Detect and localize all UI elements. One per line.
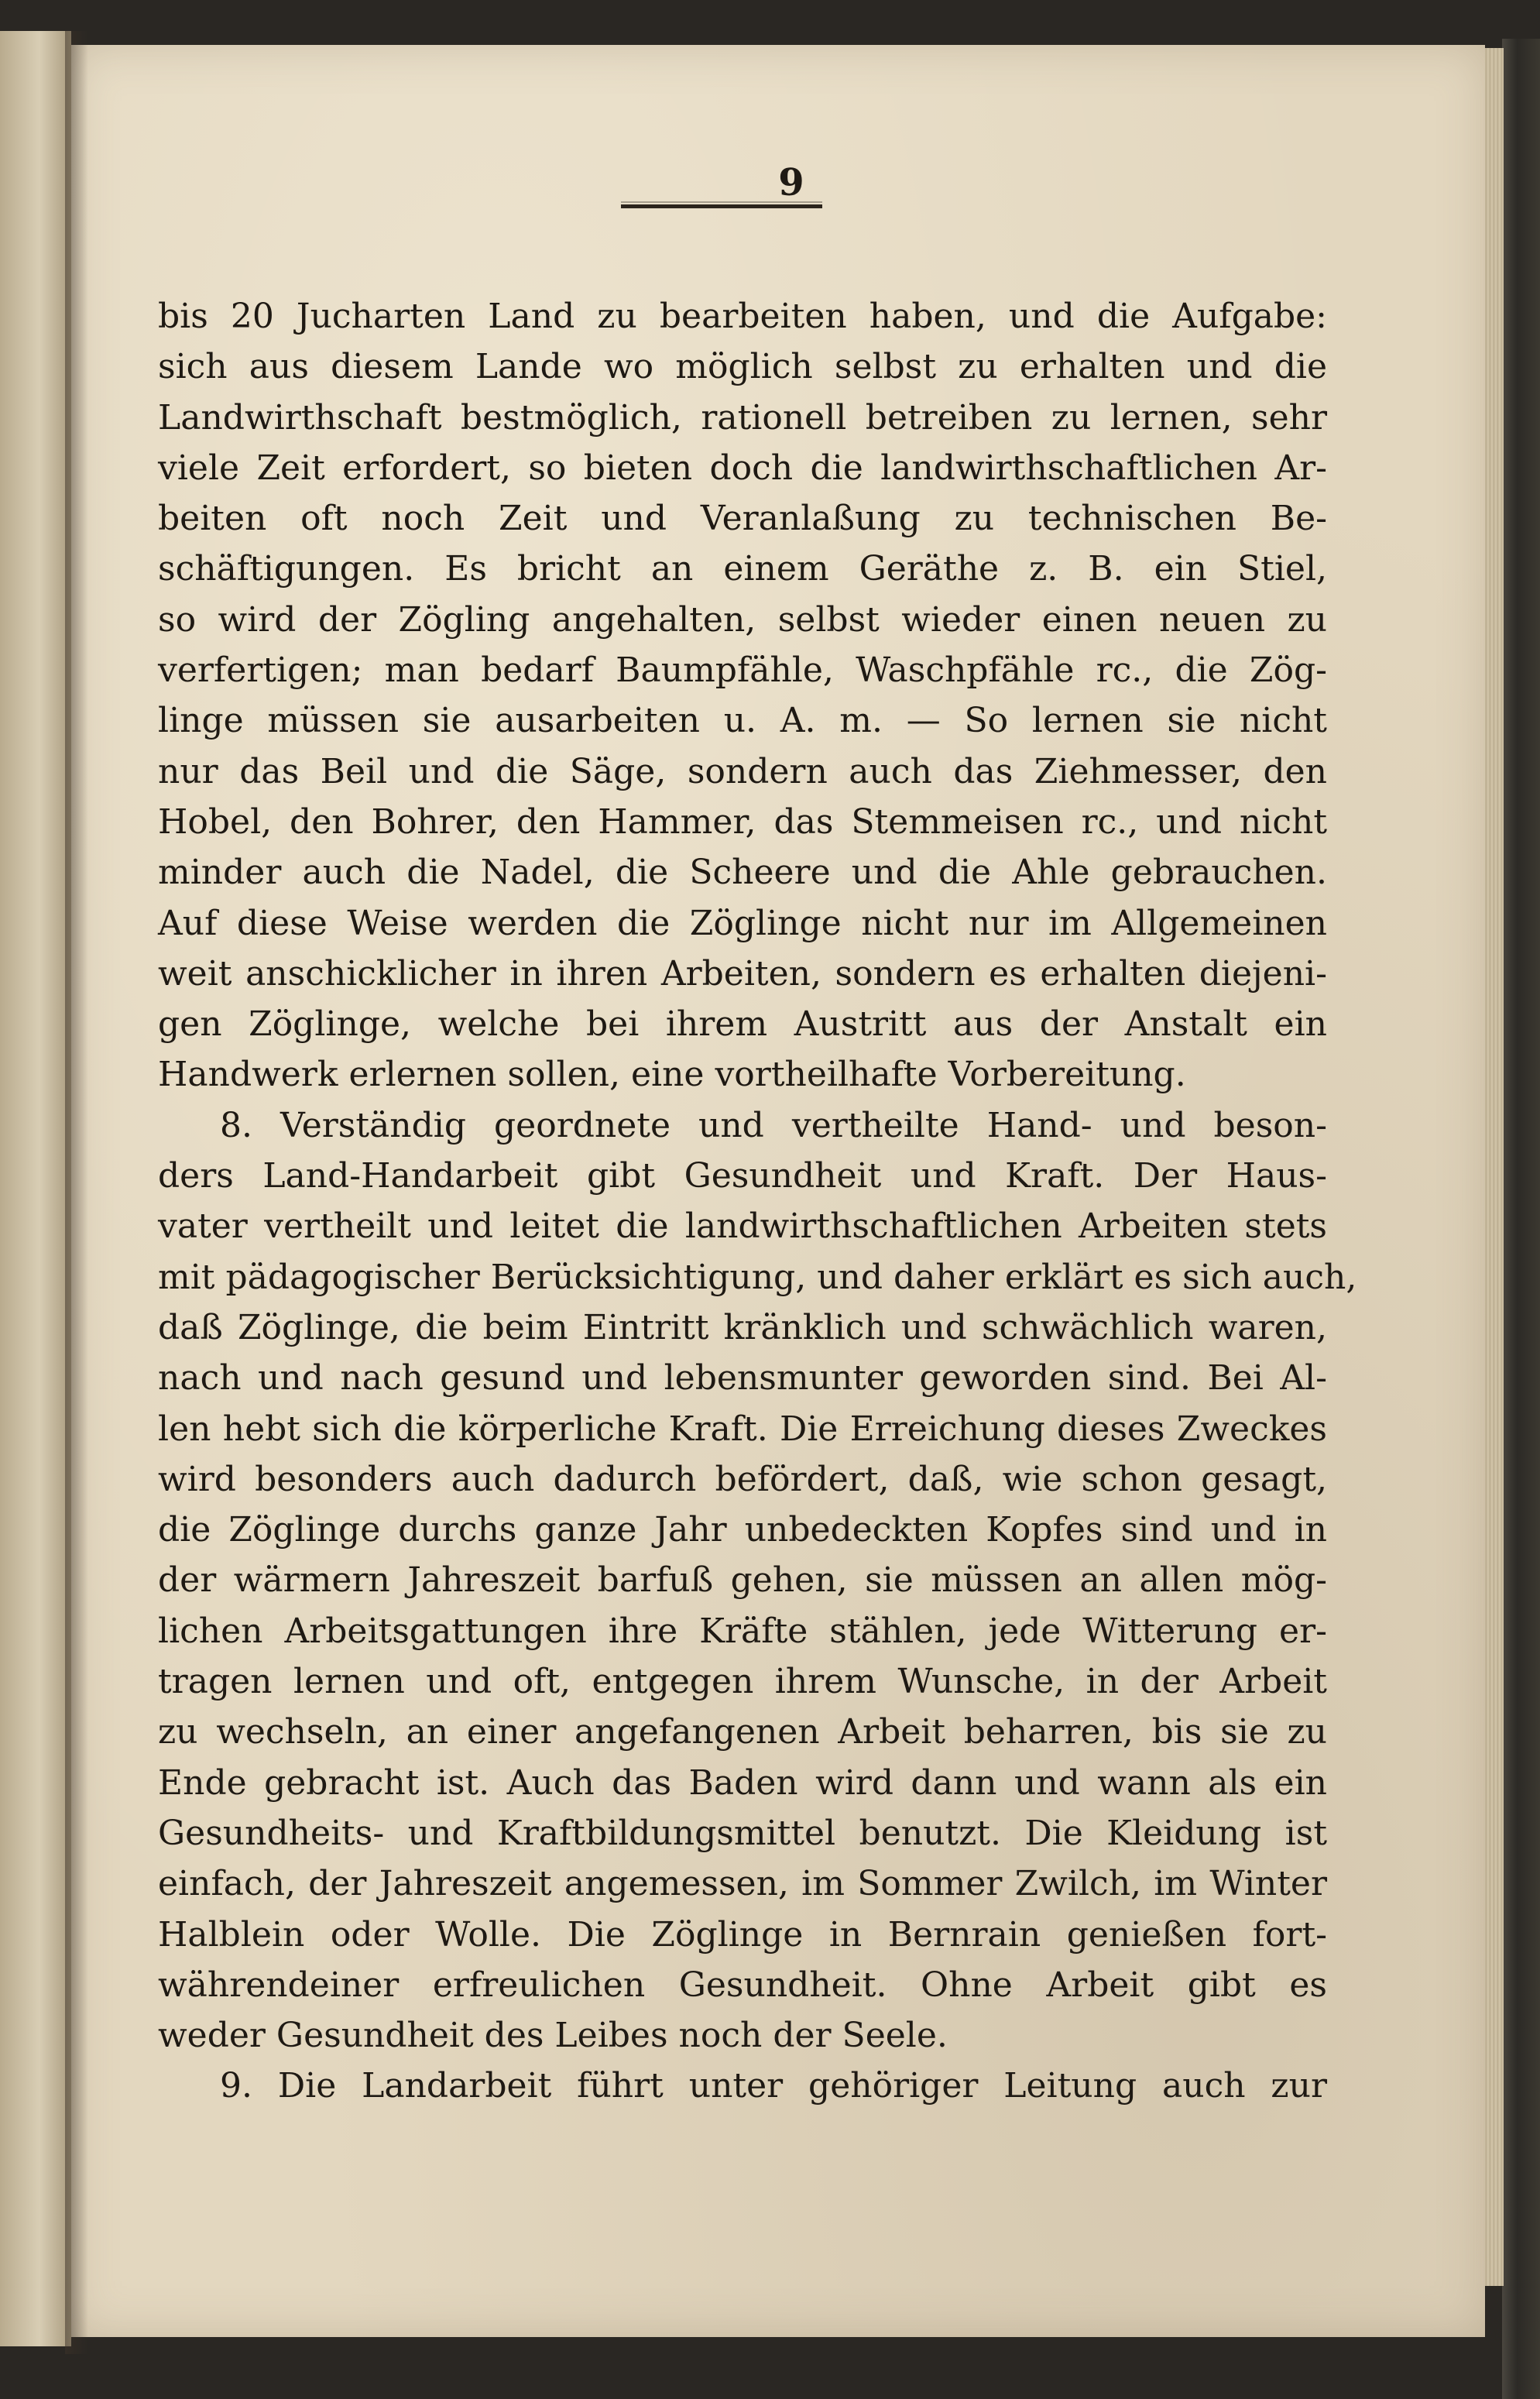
text-line: verfertigen; man bedarf Baumpfähle, Waschpfähle rc., die Zög- <box>158 650 1327 691</box>
text-line: währendeiner erfreulichen Gesundheit. Ohne Arbeit gibt es <box>158 1965 1327 2005</box>
text-line: beiten oft noch Zeit und Veranlaßung zu technischen Be- <box>158 499 1327 539</box>
book-page <box>71 45 1485 2337</box>
text-line: so wird der Zögling angehalten, selbst wieder einen neuen zu <box>158 599 1327 640</box>
text-line: bis 20 Jucharten Land zu bearbeiten haben, und die Aufgabe: <box>158 297 1327 336</box>
paragraph-start: 9. Die Landarbeit führt unter gehöriger Leitung auch zur <box>220 2066 1327 2106</box>
text-line: sich aus diesem Lande wo möglich selbst zu erhalten und die <box>158 347 1327 387</box>
text-line: der wärmern Jahreszeit barfuß gehen, sie müssen an allen mög- <box>158 1560 1327 1601</box>
text-line: Ende gebracht ist. Auch das Baden wird dann und wann als ein <box>158 1762 1327 1803</box>
text-line: nach und nach gesund und lebensmunter geworden sind. Bei Al- <box>158 1358 1327 1399</box>
text-line: die Zöglinge durchs ganze Jahr unbedeckten Kopfes sind und in <box>158 1510 1327 1550</box>
text-line: tragen lernen und oft, entgegen ihrem Wunsche, in der Arbeit <box>158 1662 1327 1702</box>
text-line: lichen Arbeitsgattungen ihre Kräfte stählen, jede Witterung er- <box>158 1611 1327 1651</box>
facing-page-edge <box>0 31 71 2346</box>
header-rule <box>621 204 822 208</box>
paragraph-start: 8. Verständig geordnete und vertheilte Hand- und beson- <box>220 1105 1327 1145</box>
text-line: minder auch die Nadel, die Scheere und die Ahle gebrauchen. <box>158 853 1327 893</box>
text-line: Handwerk erlernen sollen, eine vortheilhafte Vorbereitung. <box>158 1055 1186 1095</box>
text-line: einfach, der Jahreszeit angemessen, im Sommer Zwilch, im Winter <box>158 1864 1327 1904</box>
text-line: ders Land-Handarbeit gibt Gesundheit und Kraft. Der Haus- <box>158 1156 1327 1196</box>
text-line: viele Zeit erfordert, so bieten doch die landwirthschaftlichen Ar- <box>158 448 1327 488</box>
text-line: Landwirthschaft bestmöglich, rationell betreiben zu lernen, sehr <box>158 397 1327 438</box>
text-line: Gesundheits- und Kraftbildungsmittel benutzt. Die Kleidung ist <box>158 1813 1327 1853</box>
text-line: nur das Beil und die Säge, sondern auch das Ziehmesser, den <box>158 751 1327 791</box>
text-line: gen Zöglinge, welche bei ihrem Austritt aus der Anstalt ein <box>158 1004 1327 1045</box>
text-line: Auf diese Weise werden die Zöglinge nicht nur im Allgemeinen <box>158 903 1327 943</box>
text-line: Halblein oder Wolle. Die Zöglinge in Bernrain genießen fort- <box>158 1914 1327 1955</box>
gutter-shadow <box>65 31 88 2354</box>
text-line: schäftigungen. Es bricht an einem Geräthe z. B. ein Stiel, <box>158 549 1327 589</box>
text-line: daß Zöglinge, die beim Eintritt kränklich und schwächlich waren, <box>158 1307 1327 1347</box>
cover-edge <box>1502 39 1540 2399</box>
text-line: Hobel, den Bohrer, den Hammer, das Stemmeisen rc., und nicht <box>158 801 1327 842</box>
text-line: weder Gesundheit des Leibes noch der Seele. <box>158 2016 948 2056</box>
text-line: wird besonders auch dadurch befördert, daß, wie schon gesagt, <box>158 1459 1327 1499</box>
text-line: vater vertheilt und leitet die landwirthschaftlichen Arbeiten stets <box>158 1206 1327 1247</box>
text-line: weit anschicklicher in ihren Arbeiten, sondern es erhalten diejeni- <box>158 953 1327 994</box>
page-number: 9 <box>778 161 804 204</box>
text-line: linge müssen sie ausarbeiten u. A. m. — So lernen sie nicht <box>158 701 1327 741</box>
text-line: zu wechseln, an einer angefangenen Arbeit beharren, bis sie zu <box>158 1712 1327 1752</box>
page-edges <box>1483 48 1504 2286</box>
text-line: mit pädagogischer Berücksichtigung, und daher erklärt es sich auch, <box>158 1257 1357 1297</box>
text-line: len hebt sich die körperliche Kraft. Die Erreichung dieses Zweckes <box>158 1409 1327 1449</box>
body-text <box>158 291 1357 2112</box>
